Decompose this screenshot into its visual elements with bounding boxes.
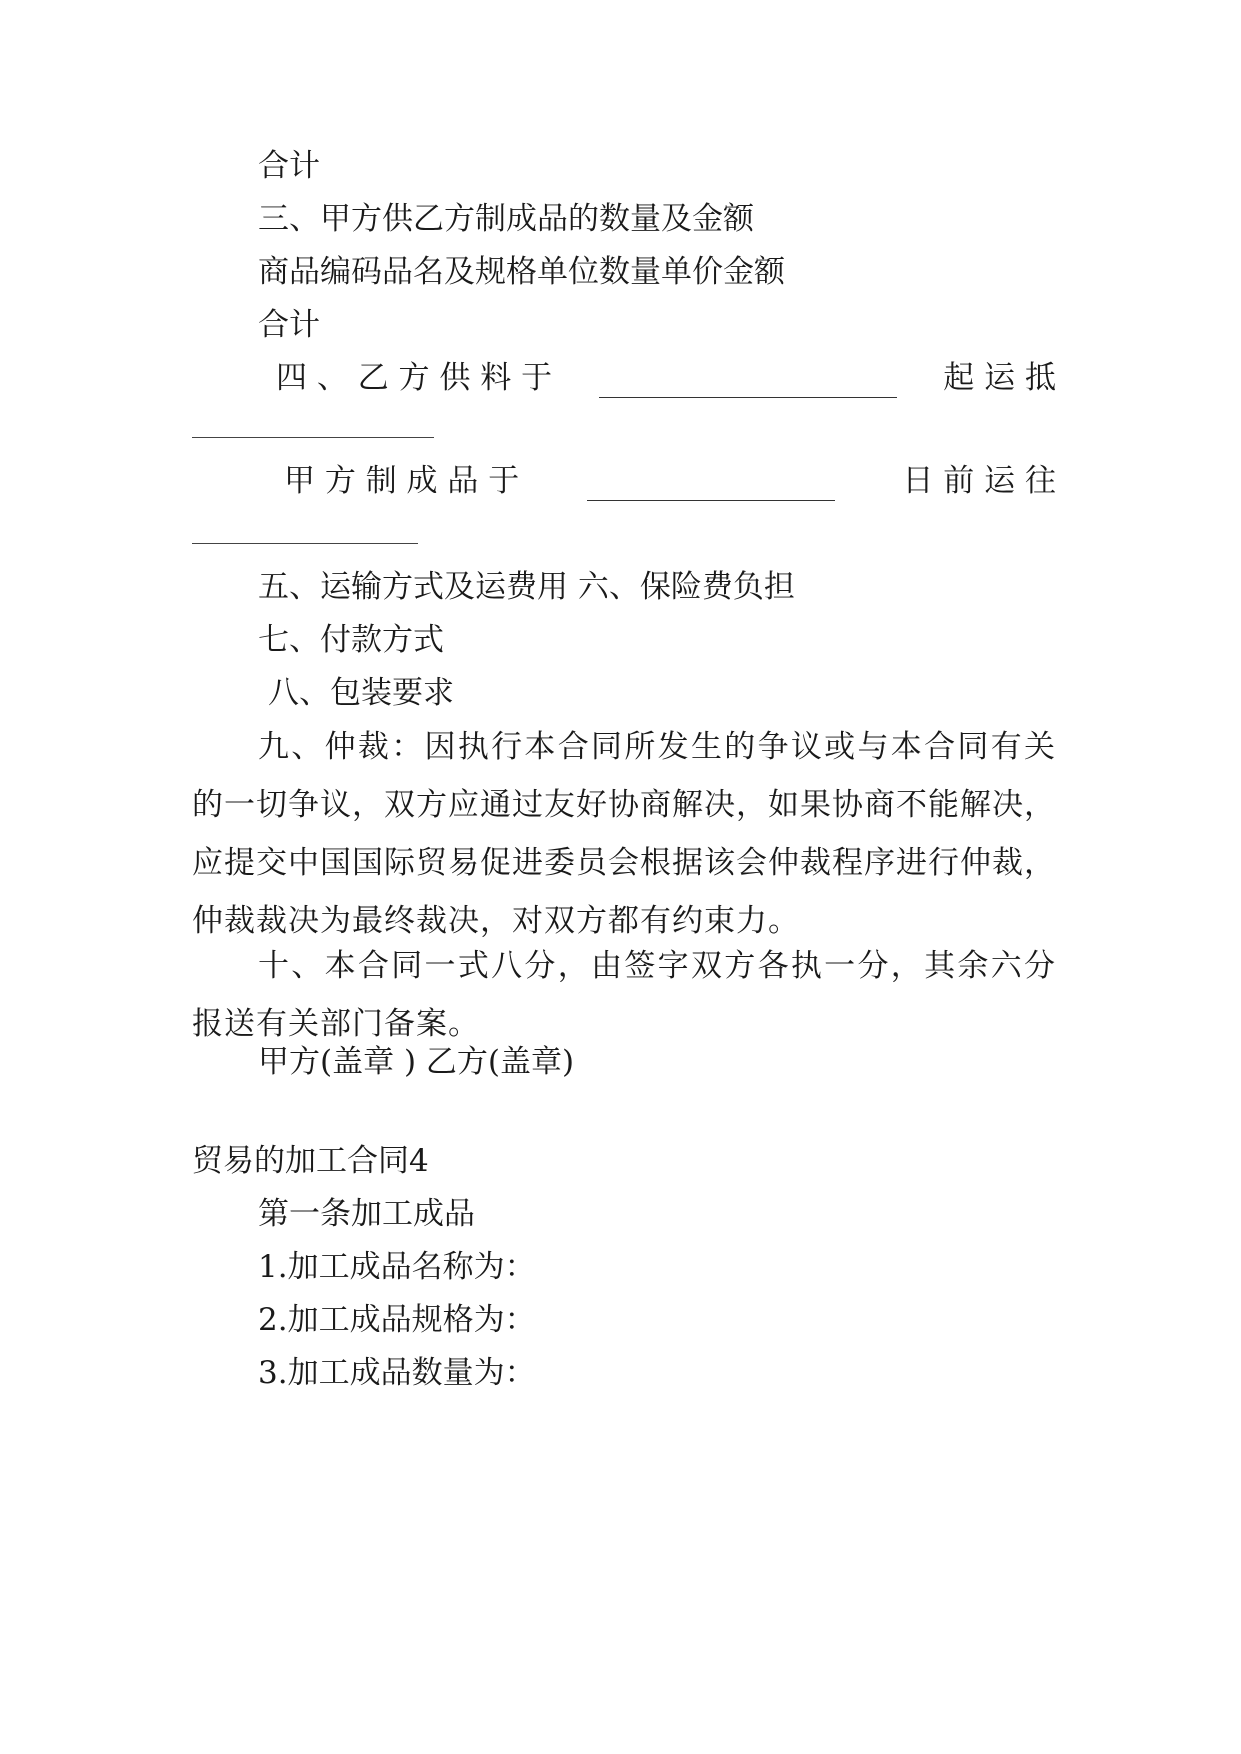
clause-four-text-b: 起 运 抵 [943, 360, 1056, 396]
clause-nine-arbitration: 九、仲裁：因执行本合同所发生的争议或与本合同有关的一切争议，双方应通过友好协商解决，如果协商不能解决，应提交中国国际贸易促进委员会根据该会仲裁程序进行仲裁，仲裁裁决为最终裁决，对双方都有约束力。 [192, 729, 1056, 939]
product-delivery-text-b: 日 前 运 往 [902, 463, 1056, 499]
item-product-spec: 2.加工成品规格为： [258, 1302, 536, 1338]
clause-four-line [258, 358, 1056, 398]
item-product-quantity: 3.加工成品数量为： [258, 1355, 536, 1391]
clause-eight: 八、包装要求 [268, 675, 454, 711]
item-product-name: 1.加工成品名称为： [258, 1249, 536, 1285]
delivery-destination-blank [192, 543, 418, 544]
section-title: 贸易的加工合同4 [192, 1143, 429, 1179]
destination-blank [192, 437, 434, 438]
date-blank [587, 474, 835, 501]
table-header-row: 商品编码品名及规格单位数量单价金额 [258, 254, 785, 290]
total-label-2: 合计 [258, 307, 320, 343]
clause-ten-copies: 十、本合同一式八分，由签字双方各执一分，其余六分报送有关部门备案。 [192, 948, 1056, 1042]
product-delivery-text-a: 甲 方 制 成 品 于 [284, 463, 520, 499]
article-one-heading: 第一条加工成品 [258, 1196, 475, 1232]
clause-four-text-a: 四 、 乙 方 供 料 于 [276, 360, 553, 396]
product-delivery-line [258, 461, 1056, 501]
clauses-five-six: 五、运输方式及运费用 六、保险费负担 [258, 569, 795, 605]
clause-seven: 七、付款方式 [258, 622, 444, 658]
clause-three-heading: 三、甲方供乙方制成品的数量及金额 [258, 201, 754, 237]
total-label-1: 合计 [258, 148, 320, 184]
signature-line: 甲方(盖章 ) 乙方(盖章) [258, 1044, 575, 1080]
origin-blank [599, 371, 897, 398]
